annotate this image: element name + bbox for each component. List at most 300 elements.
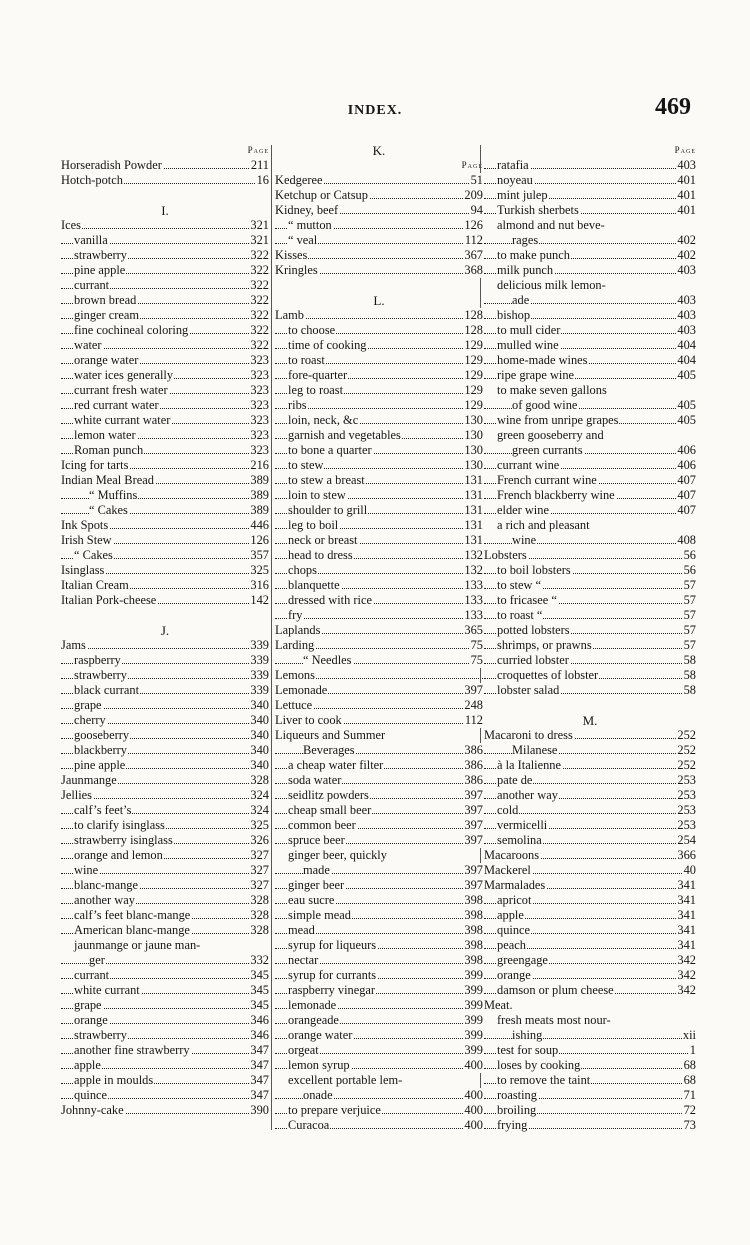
entry-label: wine from unripe grapes xyxy=(497,413,619,427)
entry-label: to roast xyxy=(288,353,325,367)
entry-label: syrup for liqueurs xyxy=(288,938,377,952)
entry-label: pine apple xyxy=(74,758,126,772)
entry-label: orangeade xyxy=(288,1013,339,1027)
entry-label: Liqueurs and Summer xyxy=(275,728,386,742)
entry-page-number: 40 xyxy=(683,863,696,877)
index-entry xyxy=(484,833,696,848)
entry-label: calf’s feet blanc-mange xyxy=(74,908,191,922)
index-entry xyxy=(61,563,269,578)
entry-page-number: 128 xyxy=(464,323,483,337)
entry-page-number: 323 xyxy=(250,353,269,367)
index-entry xyxy=(275,878,483,893)
entry-label: Horseradish Powder xyxy=(61,158,162,172)
entry-page-number: 401 xyxy=(677,173,696,187)
index-entry xyxy=(275,203,483,218)
entry-label: soda water xyxy=(288,773,342,787)
entry-label: white currant xyxy=(74,983,140,997)
entry-label: “ Cakes xyxy=(74,548,113,562)
index-entry xyxy=(275,533,483,548)
index-entry xyxy=(275,968,483,983)
entry-page-number: 322 xyxy=(250,263,269,277)
entry-page-number: 341 xyxy=(677,938,696,952)
entry-label: test for soup xyxy=(497,1043,559,1057)
entry-page-number: 131 xyxy=(464,488,483,502)
entry-label: Hotch-potch xyxy=(61,173,123,187)
index-entry xyxy=(275,623,483,638)
index-entry xyxy=(61,1073,269,1088)
index-entry xyxy=(484,473,696,488)
index-entry xyxy=(275,218,483,233)
entry-label: ginger cream xyxy=(74,308,140,322)
index-entry xyxy=(61,383,269,398)
entry-page-number: 57 xyxy=(683,623,696,637)
entry-label: Mackerel xyxy=(484,863,531,877)
entry-label: green gooseberry and xyxy=(497,428,604,442)
index-entry xyxy=(61,443,269,458)
entry-page-number: 58 xyxy=(683,653,696,667)
entry-page-number: 446 xyxy=(250,518,269,532)
index-entry-continued xyxy=(484,278,696,293)
index-entry xyxy=(275,608,483,623)
entry-label: orgeat xyxy=(288,1043,319,1057)
index-entry xyxy=(275,263,483,278)
entry-page-number: 129 xyxy=(464,353,483,367)
index-entry xyxy=(484,968,696,983)
entry-label: ger xyxy=(89,953,105,967)
index-entry xyxy=(275,713,483,728)
entry-label: curried lobster xyxy=(497,653,569,667)
entry-label: head to dress xyxy=(288,548,353,562)
entry-label: to remove the taint xyxy=(497,1073,591,1087)
entry-page-number: 128 xyxy=(464,308,483,322)
index-entry xyxy=(275,578,483,593)
entry-label: semolina xyxy=(497,833,542,847)
entry-label: fore-quarter xyxy=(288,368,348,382)
entry-label: Kedgeree xyxy=(275,173,323,187)
entry-label: to make punch xyxy=(497,248,570,262)
index-entry xyxy=(275,953,483,968)
entry-page-number: 254 xyxy=(677,833,696,847)
entry-label: Johnny-cake xyxy=(61,1103,124,1117)
entry-page-number: 57 xyxy=(683,593,696,607)
index-entry xyxy=(275,833,483,848)
entry-label: black currant xyxy=(74,683,140,697)
index-entry xyxy=(275,788,483,803)
entry-label: to stew “ xyxy=(497,578,542,592)
index-entry xyxy=(61,398,269,413)
entry-page-number: 403 xyxy=(677,158,696,172)
index-entry xyxy=(61,818,269,833)
index-entry xyxy=(484,863,696,878)
entry-page-number: 131 xyxy=(464,518,483,532)
entry-page-number: 342 xyxy=(677,983,696,997)
entry-label: to boil lobsters xyxy=(497,563,571,577)
entry-page-number: 347 xyxy=(250,1073,269,1087)
entry-label: wine xyxy=(512,533,537,547)
entry-label: Italian Cream xyxy=(61,578,129,592)
index-entry xyxy=(484,1028,696,1043)
entry-page-number: 328 xyxy=(250,773,269,787)
entry-label: croquettes of lobster xyxy=(497,668,599,682)
entry-label: green currants xyxy=(512,443,583,457)
entry-label: spruce beer xyxy=(288,833,345,847)
index-entry xyxy=(275,503,483,518)
index-entry xyxy=(484,548,696,563)
index-entry xyxy=(61,248,269,263)
entry-page-number: 340 xyxy=(250,758,269,772)
entry-label: ginger beer, quickly xyxy=(288,848,387,862)
entry-page-number: 131 xyxy=(464,503,483,517)
column-divider xyxy=(271,145,272,1130)
entry-label: pate de xyxy=(497,773,533,787)
entry-page-number: 325 xyxy=(250,818,269,832)
index-entry xyxy=(275,368,483,383)
index-entry xyxy=(484,773,696,788)
index-entry xyxy=(484,608,696,623)
entry-label: to mull cider xyxy=(497,323,561,337)
index-entry xyxy=(275,803,483,818)
index-entry xyxy=(484,983,696,998)
entry-page-number: 248 xyxy=(464,698,483,712)
entry-label: seidlitz powders xyxy=(288,788,369,802)
entry-label: broiling xyxy=(497,1103,537,1117)
page-column-label: Page xyxy=(247,145,269,155)
index-entry xyxy=(275,938,483,953)
index-entry xyxy=(275,518,483,533)
index-entry xyxy=(61,233,269,248)
index-entry xyxy=(61,338,269,353)
entry-label: Macaroni to dress xyxy=(484,728,573,742)
index-entry xyxy=(61,788,269,803)
entry-label: Liver to cook xyxy=(275,713,342,727)
entry-label: Lettuce xyxy=(275,698,313,712)
index-entry xyxy=(275,173,483,188)
entry-page-number: 94 xyxy=(470,203,483,217)
index-entry xyxy=(61,1103,269,1118)
index-entry xyxy=(275,668,483,683)
index-entry xyxy=(275,773,483,788)
entry-label: of good wine xyxy=(512,398,578,412)
entry-label: syrup for currants xyxy=(288,968,377,982)
index-entry-continued xyxy=(484,1013,696,1028)
entry-label: milk punch xyxy=(497,263,554,277)
index-entry xyxy=(484,623,696,638)
entry-page-number: 327 xyxy=(250,863,269,877)
entry-page-number: 322 xyxy=(250,308,269,322)
entry-page-number: 133 xyxy=(464,608,483,622)
entry-label: ratafia xyxy=(497,158,529,172)
entry-page-number: 399 xyxy=(464,1043,483,1057)
entry-page-number: 406 xyxy=(677,458,696,472)
index-entry xyxy=(61,713,269,728)
entry-page-number: 389 xyxy=(250,503,269,517)
index-entry xyxy=(275,398,483,413)
index-entry xyxy=(61,293,269,308)
entry-page-number: 345 xyxy=(250,998,269,1012)
index-entry xyxy=(484,533,696,548)
entry-label: strawberry isinglass xyxy=(74,833,173,847)
index-entry xyxy=(275,683,483,698)
entry-label: ribs xyxy=(288,398,307,412)
entry-page-number: 253 xyxy=(677,773,696,787)
entry-label: “ Needles xyxy=(303,653,352,667)
index-entry xyxy=(61,668,269,683)
entry-page-number: 328 xyxy=(250,908,269,922)
entry-label: pine apple xyxy=(74,263,126,277)
entry-label: Jams xyxy=(61,638,86,652)
index-entry xyxy=(275,443,483,458)
index-entry xyxy=(275,248,483,263)
index-entry xyxy=(484,1088,696,1103)
entry-page-number: 398 xyxy=(464,908,483,922)
entry-label: Jaunmange xyxy=(61,773,117,787)
entry-label: eau sucre xyxy=(288,893,335,907)
entry-page-number: 368 xyxy=(464,263,483,277)
entry-page-number: 340 xyxy=(250,713,269,727)
index-entry xyxy=(275,1043,483,1058)
entry-label: to prepare verjuice xyxy=(288,1103,381,1117)
index-entry-continued xyxy=(61,938,269,953)
entry-page-number: 397 xyxy=(464,683,483,697)
entry-label: Macaroons xyxy=(484,848,540,862)
entry-page-number: 398 xyxy=(464,938,483,952)
entry-page-number: 133 xyxy=(464,578,483,592)
index-entry xyxy=(61,878,269,893)
entry-page-number: 322 xyxy=(250,293,269,307)
entry-label: noyeau xyxy=(497,173,533,187)
index-entry xyxy=(484,503,696,518)
index-entry-continued xyxy=(484,218,696,233)
entry-label: bishop xyxy=(497,308,531,322)
index-entry-continued xyxy=(275,848,483,863)
index-entry xyxy=(61,428,269,443)
entry-label: time of cooking xyxy=(288,338,367,352)
entry-page-number: 252 xyxy=(677,758,696,772)
entry-page-number: 322 xyxy=(250,248,269,262)
index-entry xyxy=(484,173,696,188)
entry-page-number: 398 xyxy=(464,893,483,907)
index-entry-continued xyxy=(484,998,696,1013)
index-entry xyxy=(484,413,696,428)
entry-page-number: 328 xyxy=(250,893,269,907)
index-entry xyxy=(61,578,269,593)
entry-page-number: 408 xyxy=(677,533,696,547)
entry-label: to bone a quarter xyxy=(288,443,372,457)
entry-page-number: 340 xyxy=(250,743,269,757)
index-entry xyxy=(61,698,269,713)
index-entry xyxy=(61,473,269,488)
entry-page-number: 132 xyxy=(464,548,483,562)
index-entry xyxy=(484,683,696,698)
index-entry xyxy=(484,158,696,173)
entry-page-number: 323 xyxy=(250,398,269,412)
entry-label: roasting xyxy=(497,1088,537,1102)
index-entry xyxy=(484,188,696,203)
entry-label: mead xyxy=(288,923,315,937)
entry-page-number: 323 xyxy=(250,368,269,382)
index-entry xyxy=(484,923,696,938)
index-entry xyxy=(484,743,696,758)
entry-page-number: 1 xyxy=(689,1043,696,1057)
entry-label: Marmalades xyxy=(484,878,546,892)
entry-page-number: 401 xyxy=(677,188,696,202)
index-entry xyxy=(484,488,696,503)
index-entry xyxy=(61,683,269,698)
entry-page-number: 68 xyxy=(683,1058,696,1072)
page-column-label: Page xyxy=(461,160,483,170)
entry-page-number: 398 xyxy=(464,953,483,967)
index-entry xyxy=(484,1043,696,1058)
index-entry xyxy=(484,578,696,593)
entry-label: potted lobsters xyxy=(497,623,570,637)
entry-label: “ Muffins xyxy=(89,488,138,502)
entry-page-number: 400 xyxy=(464,1103,483,1117)
index-entry xyxy=(61,743,269,758)
index-entry xyxy=(484,938,696,953)
entry-label: peach xyxy=(497,938,526,952)
entry-label: “ veal xyxy=(288,233,318,247)
index-entry xyxy=(61,833,269,848)
entry-label: Ketchup or Catsup xyxy=(275,188,368,202)
index-entry xyxy=(275,458,483,473)
entry-label: to make seven gallons xyxy=(497,383,607,397)
index-entry xyxy=(61,953,269,968)
entry-page-number: 407 xyxy=(677,488,696,502)
page-number: 469 xyxy=(655,94,691,120)
entry-label: simple mead xyxy=(288,908,351,922)
entry-label: loses by cooking xyxy=(497,1058,581,1072)
index-entry xyxy=(61,308,269,323)
entry-label: ginger beer xyxy=(288,878,345,892)
index-entry xyxy=(61,218,269,233)
index-entry xyxy=(61,488,269,503)
entry-page-number: 403 xyxy=(677,263,696,277)
index-entry xyxy=(275,758,483,773)
entry-label: Kisses xyxy=(275,248,308,262)
entry-page-number: 68 xyxy=(683,1073,696,1087)
entry-label: orange xyxy=(74,1013,108,1027)
index-entry xyxy=(275,323,483,338)
index-entry xyxy=(61,638,269,653)
entry-label: Irish Stew xyxy=(61,533,112,547)
index-entry xyxy=(275,1103,483,1118)
index-entry xyxy=(61,983,269,998)
entry-label: blackberry xyxy=(74,743,127,757)
entry-page-number: 130 xyxy=(464,413,483,427)
index-entry xyxy=(275,383,483,398)
index-entry xyxy=(484,1073,696,1088)
entry-page-number: 405 xyxy=(677,368,696,382)
index-column-3 xyxy=(484,143,696,1133)
entry-label: common beer xyxy=(288,818,356,832)
section-letter-heading: M. xyxy=(582,713,598,728)
entry-label: to stew a breast xyxy=(288,473,365,487)
entry-label: strawberry xyxy=(74,1028,127,1042)
entry-page-number: 402 xyxy=(677,248,696,262)
index-entry xyxy=(484,263,696,278)
entry-page-number: 58 xyxy=(683,668,696,682)
entry-label: Beverages xyxy=(303,743,355,757)
entry-label: “ mutton xyxy=(288,218,332,232)
entry-page-number: 71 xyxy=(683,1088,696,1102)
entry-page-number: 406 xyxy=(677,443,696,457)
entry-page-number: 112 xyxy=(464,233,483,247)
entry-page-number: 75 xyxy=(470,638,483,652)
entry-page-number: 405 xyxy=(677,398,696,412)
index-entry xyxy=(275,638,483,653)
entry-page-number: 57 xyxy=(683,608,696,622)
entry-page-number: 323 xyxy=(250,383,269,397)
index-entry xyxy=(61,758,269,773)
index-entry xyxy=(275,233,483,248)
index-entry xyxy=(275,743,483,758)
entry-label: Kidney, beef xyxy=(275,203,339,217)
index-entry xyxy=(275,338,483,353)
entry-page-number: 58 xyxy=(683,683,696,697)
entry-page-number: 346 xyxy=(250,1013,269,1027)
entry-page-number: 400 xyxy=(464,1118,483,1132)
index-entry xyxy=(275,983,483,998)
index-entry xyxy=(275,863,483,878)
section-letter-heading: J. xyxy=(160,623,170,638)
entry-page-number: 126 xyxy=(464,218,483,232)
entry-page-number: 129 xyxy=(464,383,483,397)
index-entry xyxy=(484,908,696,923)
index-entry xyxy=(484,758,696,773)
index-entry xyxy=(484,653,696,668)
index-entry xyxy=(61,533,269,548)
entry-label: ripe grape wine xyxy=(497,368,575,382)
entry-page-number: 405 xyxy=(677,413,696,427)
entry-label: Turkish sherbets xyxy=(497,203,579,217)
entry-page-number: 403 xyxy=(677,308,696,322)
entry-label: elder wine xyxy=(497,503,549,517)
entry-label: greengage xyxy=(497,953,548,967)
entry-page-number: 345 xyxy=(250,983,269,997)
entry-label: Larding xyxy=(275,638,315,652)
entry-page-number: 211 xyxy=(250,158,269,172)
entry-label: Lobsters xyxy=(484,548,527,562)
index-entry xyxy=(275,548,483,563)
spacer xyxy=(61,608,269,623)
index-entry xyxy=(61,593,269,608)
entry-page-number: 323 xyxy=(250,413,269,427)
entry-page-number: 16 xyxy=(256,173,269,187)
index-entry xyxy=(484,953,696,968)
entry-label: orange xyxy=(497,968,531,982)
entry-page-number: 322 xyxy=(250,278,269,292)
section-letter-heading: L. xyxy=(373,293,385,308)
index-entry xyxy=(61,503,269,518)
entry-label: rages xyxy=(512,233,539,247)
entry-page-number: 397 xyxy=(464,833,483,847)
entry-label: à la Italienne xyxy=(497,758,561,772)
entry-label: mint julep xyxy=(497,188,548,202)
entry-label: vanilla xyxy=(74,233,108,247)
index-entry xyxy=(61,728,269,743)
index-entry xyxy=(484,293,696,308)
entry-page-number: 209 xyxy=(464,188,483,202)
entry-label: lemon water xyxy=(74,428,136,442)
entry-page-number: 316 xyxy=(250,578,269,592)
index-entry xyxy=(275,908,483,923)
index-entry xyxy=(61,1088,269,1103)
entry-label: Kringles xyxy=(275,263,318,277)
entry-label: Ices xyxy=(61,218,81,232)
entry-page-number: 398 xyxy=(464,923,483,937)
index-entry xyxy=(484,818,696,833)
entry-page-number: 404 xyxy=(677,353,696,367)
